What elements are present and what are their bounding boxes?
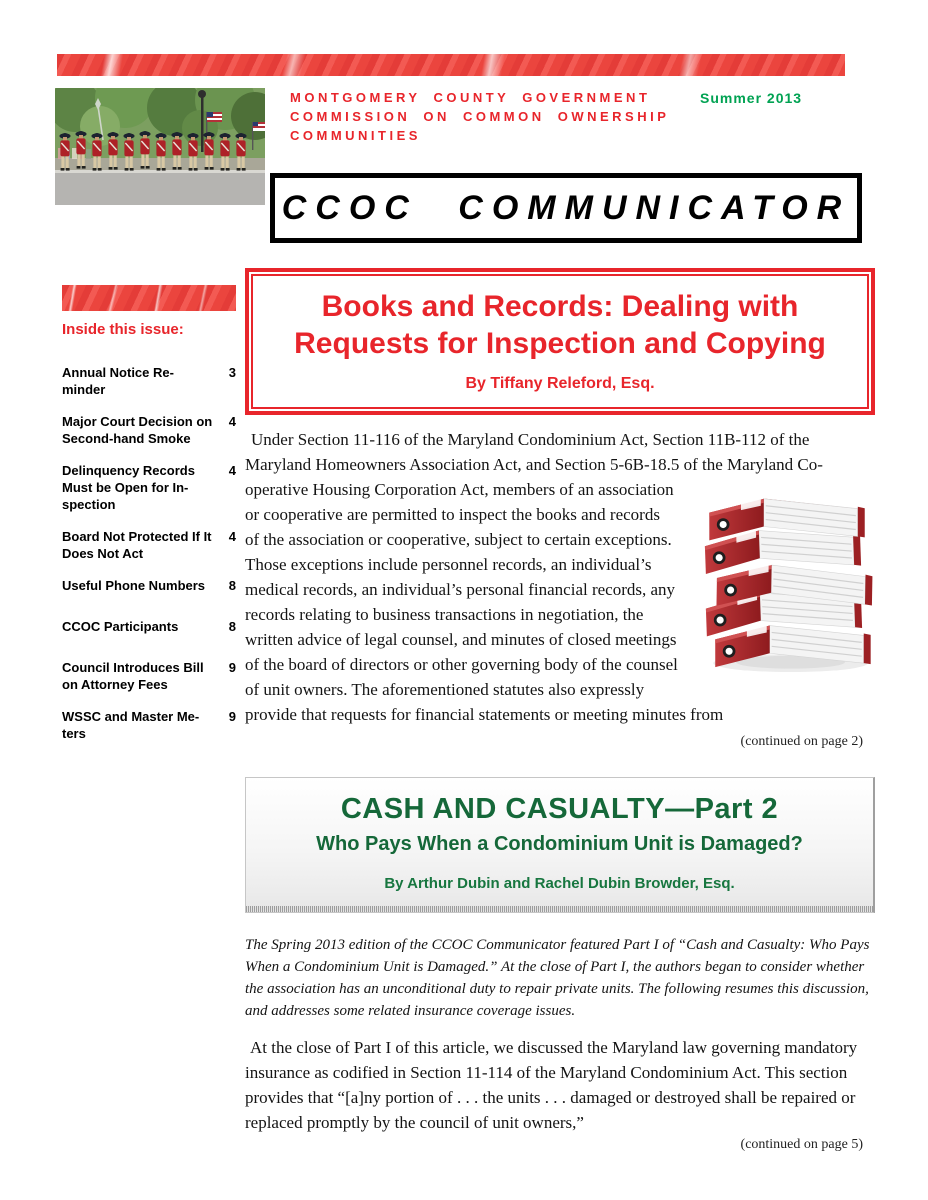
- toc-item: [62, 528, 240, 562]
- toc-item: [62, 413, 240, 447]
- agency-name: [290, 88, 710, 145]
- toc-item-page: 9: [228, 709, 236, 724]
- toc-item-page: 3: [228, 365, 236, 380]
- cash-article-intro: The Spring 2013 edition of the CCOC Communicator featured Part I of “Cash and Casualty: Who Pays When a Condominium Unit is Damaged.” At the close of Part I, the authors began to consider whether the association has an unconditional duty to repair private units. The following resumes this discussion, and addresses some related insurance coverage issues.: [245, 937, 870, 1019]
- newsletter-title: CCOC COMMUNICATOR: [281, 188, 851, 227]
- toc-item-title: Delinquency Records Must be Open for In-spection: [62, 463, 195, 512]
- toc-item-page: 4: [228, 529, 236, 544]
- toc-item: [62, 577, 240, 594]
- toc-item-title: Annual Notice Re-minder: [62, 365, 174, 397]
- toc-item-title: Council Introduces Bill on Attorney Fees: [62, 660, 204, 692]
- sidebar-red-banner: [62, 285, 236, 311]
- cash-article-body: At the close of Part I of this article, we discussed the Maryland law governing mandatory insurance as codified in Section 11-114 of the Maryland Condominium Act. This section provides that “[a]ny portion of . . . the units . . . damaged or destroyed shall be repaired or replaced promptly by the council of unit owners,”: [245, 1038, 858, 1132]
- agency-line-1: MONTGOMERY COUNTY GOVERNMENT: [290, 90, 651, 105]
- toc-item: [62, 364, 240, 398]
- agency-line-2: COMMISSION ON COMMON OWNERSHIP: [290, 109, 670, 124]
- books-article-continued: (continued on page 2): [740, 734, 863, 749]
- toc-item-page: 4: [228, 463, 236, 478]
- toc-item-page: 8: [228, 619, 236, 634]
- agency-line-3: COMMUNITIES: [290, 128, 421, 143]
- parade-photo-image: [55, 88, 265, 205]
- toc-item-title: Board Not Protected If It Does Not Act: [62, 529, 212, 561]
- toc-item-title: Major Court Decision on Second-hand Smoke: [62, 414, 213, 446]
- books-article-header-inner: [251, 274, 869, 409]
- toc-item-page: 9: [228, 660, 236, 675]
- toc-item: [62, 462, 240, 513]
- books-article: [245, 268, 875, 752]
- cash-article-title: CASH AND CASUALTY—Part 2: [340, 793, 779, 825]
- toc-item-title: CCOC Participants: [62, 619, 179, 634]
- masthead-red-banner: [57, 54, 845, 76]
- books-article-title: Books and Records: Dealing with Requests for Inspection and Copying: [294, 290, 826, 360]
- table-of-contents: [62, 285, 240, 757]
- red-binders-image: [690, 479, 875, 677]
- toc-item-title: Useful Phone Numbers: [62, 578, 206, 593]
- books-article-body: [245, 427, 875, 727]
- books-body-start: Under Section 11-116 of the Maryland Condominium Act, Section 11B-112 of the Maryland Homeowners Association Act, and Section 5-6B-18.5 of the Maryland Co-operative Housing Corporation Act, members of an: [245, 430, 823, 499]
- toc-heading: Inside this issue:: [62, 321, 184, 338]
- cash-article-continued: (continued on page 5): [740, 1137, 863, 1152]
- cash-article: [245, 777, 875, 1155]
- toc-item: [62, 708, 240, 742]
- toc-item: [62, 618, 240, 635]
- newsletter-title-box: [270, 173, 862, 243]
- cash-article-byline: By Arthur Dubin and Rachel Dubin Browder, Esq.: [384, 875, 735, 892]
- toc-item: [62, 659, 240, 693]
- books-article-header-box: [245, 268, 875, 415]
- toc-item-page: 4: [228, 414, 236, 429]
- books-article-byline: By Tiffany Releford, Esq.: [465, 375, 655, 392]
- cash-article-subtitle: Who Pays When a Condominium Unit is Damaged?: [316, 833, 803, 855]
- toc-item-page: 8: [228, 578, 236, 593]
- issue-date: Summer 2013: [700, 90, 803, 106]
- cash-article-header-box: [245, 777, 875, 913]
- toc-item-title: WSSC and Master Me-ters: [62, 709, 200, 741]
- books-body-rest: association or cooperative are permitted to inspect the books and records of the association or cooperative, subject to certain exceptions. Those exceptions include personnel records, an individual’s medical records, an individual’s personal financial records, any records relating to business transactions in negotiation, the written advice of legal counsel, and minutes of closed meetings of the board of directors or other governing body of the counsel of unit owners. The aforementioned statutes also expressly provide that requests for financial statements or meeting minutes from: [245, 480, 724, 724]
